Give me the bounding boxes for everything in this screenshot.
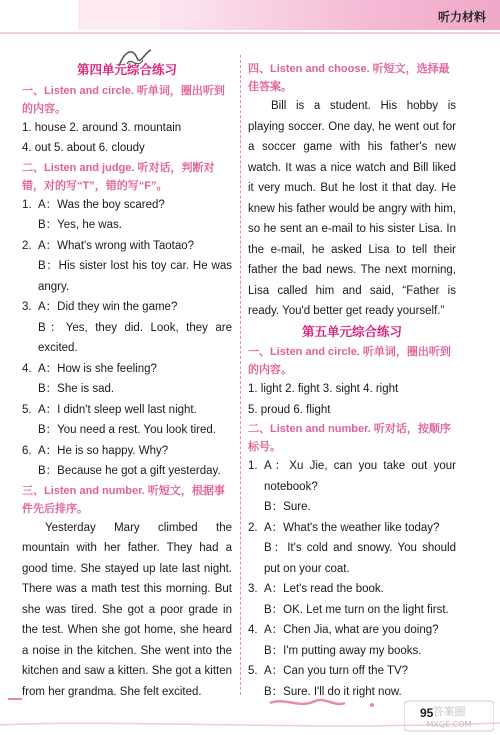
section-heading: 错，对的写“T”，错的写“F”。	[22, 179, 168, 192]
dialog-line: 4. A：Chen Jia, what are you doing?	[248, 624, 439, 636]
section-heading: 二、Listen and number. 听对话，按顺序	[248, 423, 451, 435]
header-rule	[0, 32, 500, 34]
word-list: 1. house 2. around 3. mountain	[22, 121, 182, 134]
dialog-line: B：His sister lost his toy car. He was angry.	[38, 260, 232, 293]
section-label: 听力材料	[437, 10, 486, 24]
dialog-line: 5. A：I didn't sleep well last night.	[22, 403, 197, 416]
dialog-line: 3. A：Did they win the game?	[22, 301, 178, 313]
dialog-line: B：She is sad.	[38, 383, 115, 395]
dialog-line: 1. A：Was the boy scared?	[22, 198, 165, 211]
dialog-line: B：OK. Let me turn on the light first.	[264, 603, 449, 616]
left-column	[22, 60, 232, 702]
dialog-line: B：Sure.	[264, 501, 311, 513]
column-divider	[240, 55, 241, 695]
section-heading: 件先后排序。	[22, 502, 88, 515]
section-heading: 标号。	[248, 441, 281, 453]
section-heading: 四、Listen and choose. 听短文，选择最	[248, 63, 450, 75]
svg-text:答案圈: 答案圈	[432, 705, 466, 718]
right-column	[248, 60, 456, 702]
dialog-line: 4. A：How is she feeling?	[22, 362, 157, 375]
dialog-line: 2. A：What's the weather like today?	[248, 521, 440, 534]
svg-text:MXQE.COM: MXQE.COM	[426, 720, 472, 729]
header-tab	[78, 0, 160, 30]
unit5-title: 第五单元综合练习	[301, 324, 402, 339]
listening-passage: Bill is a student. His hobby is playing soccer. One day, he went out for a soccer game with his father's new watch. It was a nice watch and Bill liked it very much. But he lost it that day. He knew his father would be angry with him, so he sent an e-mail to his sister Lisa. In the e-mail, he asked Lisa to tell their father the bad news. The next morning, Lisa called him and said, “Father is ready. You'd better get ready yourself.”	[248, 100, 456, 317]
header-blank	[0, 0, 78, 30]
dialog-line: B：Yes, they did. Look, they are excited.	[38, 321, 232, 354]
section-heading: 一、Listen and circle. 听单词，圈出听到	[22, 84, 225, 97]
dialog-line: B：Sure. I'll do it right now.	[264, 685, 402, 698]
word-list: 1. light 2. fight 3. sight 4. right	[248, 383, 399, 395]
dialog-line: 6. A：He is so happy. Why?	[22, 444, 169, 457]
dialog-line: B：I'm putting away my books.	[264, 644, 422, 657]
section-heading: 二、Listen and judge. 听对话，判断对	[22, 161, 215, 174]
section-heading: 的内容。	[22, 102, 66, 115]
dialog-line: 1. A：Xu Jie, can you take out your notebook?	[248, 460, 456, 493]
section-heading: 一、Listen and circle. 听单词，圈出听到	[248, 346, 451, 358]
dialog-line: B：You need a rest. You look tired.	[38, 424, 216, 436]
dialog-line: B：Yes, he was.	[38, 219, 122, 231]
dialog-line: B：It's cold and snowy. You should put on your coat.	[264, 542, 456, 575]
section-heading: 佳答案。	[248, 81, 292, 93]
dialog-line: B：Because he got a gift yesterday.	[38, 465, 221, 477]
unit4-title: 第四单元综合练习	[76, 63, 177, 77]
watermark-logo	[404, 699, 494, 733]
section-heading: 的内容。	[248, 364, 292, 376]
dialog-line: 2. A：What's wrong with Taotao?	[22, 239, 195, 252]
listening-passage: Yesterday Mary climbed the mountain with her father. They had a good time. She stayed up late last night. There was a math test this morning. But she was tired. She got a poor grade in the test. When she got home, she heard a noise in the kitchen. She went into the kitchen and saw a kitten. She got a kitten from her grandma. She felt excited.	[22, 521, 232, 698]
page-number: 95	[420, 706, 434, 720]
dialog-line: 5. A：Can you turn off the TV?	[248, 665, 409, 677]
word-list: 5. proud 6. flight	[248, 403, 331, 416]
word-list: 4. out 5. about 6. cloudy	[22, 142, 145, 154]
dialog-line: 3. A：Let's read the book.	[248, 583, 384, 595]
section-heading: 三、Listen and number. 听短文，根据事	[22, 484, 225, 497]
